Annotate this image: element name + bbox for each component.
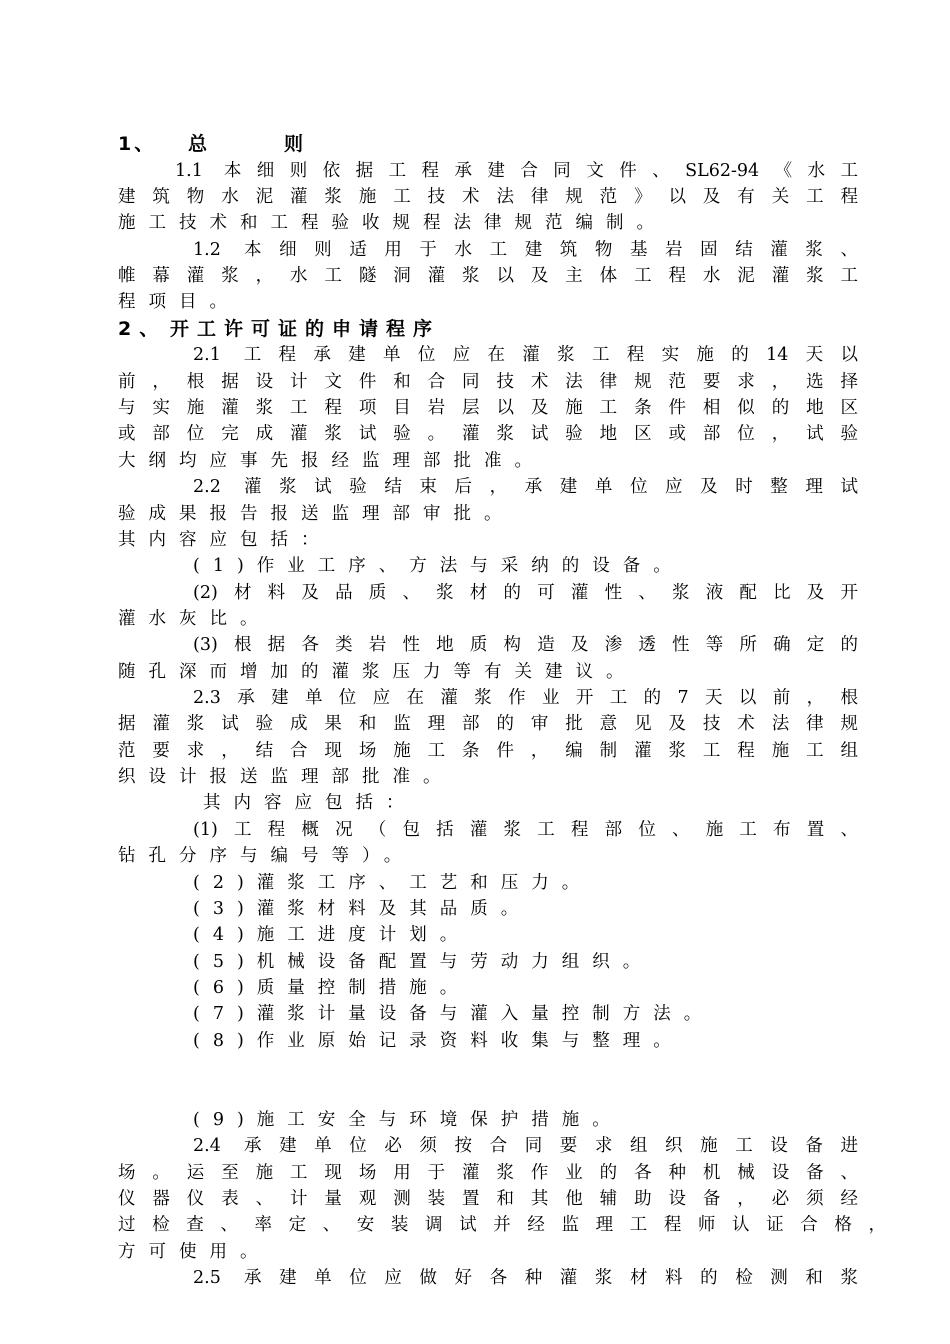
section-heading-1 — [118, 131, 858, 157]
section-title: 开工许可证的申请程序 — [170, 318, 441, 340]
list-item: (4)施工进度计划。 — [193, 925, 471, 945]
paragraph-line: 大纲均应事先报经监理部批准。 — [118, 451, 545, 471]
paragraph-line: 2.2 灌浆试验结束后，承建单位应及时整理试 — [193, 477, 858, 497]
paragraph-line: 前，根据设计文件和合同技术法律规范要求，选择 — [118, 372, 858, 392]
paragraph-line: 1.1 本细则依据工程承建合同文件、SL62-94《水工 — [175, 161, 858, 181]
paragraph-line: 2.4 承建单位必须按合同要求组织施工设备进 — [193, 1136, 858, 1156]
list-item: (9)施工安全与环境保护措施。 — [193, 1110, 623, 1130]
section-title-part: 总 — [188, 133, 211, 155]
list-item: (8)作业原始记录资料收集与整理。 — [193, 1031, 684, 1051]
paragraph-line: 据灌浆试验成果和监理部的审批意见及技术法律规 — [118, 714, 858, 734]
list-item: (7)灌浆计量设备与灌入量控制方法。 — [193, 1004, 715, 1024]
paragraph-line: 2.5 承建单位应做好各种灌浆材料的检测和浆 — [193, 1268, 858, 1288]
paragraph-line: 随孔深而增加的灌浆压力等有关建议。 — [118, 662, 637, 682]
paragraph-line: 过检查、率定、安装调试并经监理工程师认证合格， — [118, 1215, 886, 1235]
paragraph-line: 其内容应包括： — [118, 530, 332, 550]
paragraph-line: 灌水灰比。 — [118, 609, 271, 629]
section-heading-2 — [118, 316, 858, 342]
paragraph-line: 验成果报告报送监理部审批。 — [118, 504, 515, 524]
section-number: 2、 — [118, 318, 167, 340]
list-item: (5)机械设备配置与劳动力组织。 — [193, 952, 654, 972]
list-item: (2)材料及品质、浆材的可灌性、浆液配比及开 — [193, 583, 858, 603]
paragraph-line: 2.3承建单位应在灌浆作业开工的7天以前，根 — [193, 688, 858, 708]
list-item: (3)根据各类岩性地质构造及渗透性等所确定的 — [193, 635, 858, 655]
list-item: (3)灌浆材料及其品质。 — [193, 899, 532, 919]
list-item: (6)质量控制措施。 — [193, 978, 471, 998]
section-number: 1、 — [118, 133, 157, 155]
paragraph-line: 仪器仪表、计量观测装置和其他辅助设备，必须经 — [118, 1189, 858, 1209]
paragraph-line: 其内容应包括： — [203, 793, 417, 813]
paragraph-line: 施工技术和工程验收规程法律规范编制。 — [118, 213, 667, 233]
list-item: (2)灌浆工序、工艺和压力。 — [193, 873, 593, 893]
paragraph-line: 场。运至施工现场用于灌浆作业的各种机械设备、 — [118, 1163, 858, 1183]
section-title-part: 则 — [284, 133, 307, 155]
paragraph-line: 方可使用。 — [118, 1242, 271, 1262]
paragraph-line: 钻孔分序与编号等）。 — [118, 846, 415, 866]
paragraph-line: 帷幕灌浆，水工隧洞灌浆以及主体工程水泥灌浆工 — [118, 266, 858, 286]
paragraph-line: 织设计报送监理部批准。 — [118, 767, 454, 787]
paragraph-line: 与实施灌浆工程项目岩层以及施工条件相似的地区 — [118, 398, 858, 418]
paragraph-line: 或部位完成灌浆试验。灌浆试验地区或部位，试验 — [118, 424, 858, 444]
paragraph-line: 程项目。 — [118, 292, 240, 312]
list-item: (1)工程概况（包括灌浆工程部位、施工布置、 — [193, 820, 858, 840]
paragraph-line: 1.2 本细则适用于水工建筑物基岩固结灌浆、 — [193, 240, 858, 260]
paragraph-line: 2.1 工程承建单位应在灌浆工程实施的14天以 — [193, 345, 858, 365]
paragraph-line: 范要求，结合现场施工条件，编制灌浆工程施工组 — [118, 741, 858, 761]
paragraph-line: 建筑物水泥灌浆施工技术法律规范》以及有关工程 — [118, 187, 858, 207]
list-item: (1)作业工序、方法与采纳的设备。 — [193, 556, 684, 576]
